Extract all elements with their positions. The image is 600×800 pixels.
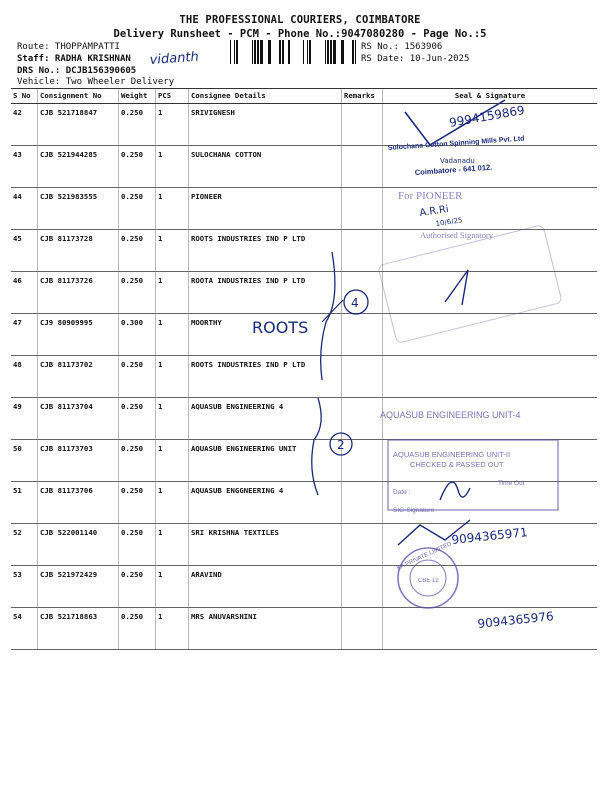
weight-cell: 0.250 [119,398,156,440]
barcode-bar [234,40,235,64]
pieces-cell: 1 [156,566,189,608]
serial-number-cell: 53 [11,566,38,608]
roots-count: 4 [351,296,359,310]
aquasub-time-label: Time Out [498,480,525,487]
seal-signature-cell [383,314,598,356]
remarks-cell [342,524,383,566]
barcode-bar [282,40,284,64]
weight-cell: 0.250 [119,356,156,398]
barcode-bar [303,40,304,64]
consignee-details-cell: SRIVIGNESH [189,104,342,146]
serial-number-cell: 54 [11,608,38,650]
pieces-cell: 1 [156,440,189,482]
seal-signature-cell [383,356,598,398]
column-header: Weight [119,89,156,104]
barcode-bar [268,40,271,64]
barcode-bar [325,40,326,64]
table-row [11,146,597,188]
consignment-number-cell: CJB 81173704 [38,398,119,440]
serial-number-cell: 48 [11,356,38,398]
table-row [11,608,597,650]
pieces-cell: 1 [156,314,189,356]
remarks-cell [342,188,383,230]
consignee-details-cell: SULOCHANA COTTON [189,146,342,188]
route-label: Route: THOPPAMPATTI [17,42,120,52]
serial-number-cell: 45 [11,230,38,272]
consignment-number-cell: CJB 81173706 [38,482,119,524]
table-header-row [11,89,597,104]
weight-cell: 0.250 [119,608,156,650]
handwritten-phone: 9094365976 [476,609,555,631]
barcode-bar [288,40,290,64]
barcode-bar [230,40,231,64]
barcode-bar [236,40,238,64]
consignment-number-cell: CJB 521983555 [38,188,119,230]
serial-number-cell: 44 [11,188,38,230]
remarks-cell [342,566,383,608]
aquasub-stamp-checked: CHECKED & PASSED OUT [410,460,504,469]
serial-number-cell: 47 [11,314,38,356]
pieces-cell: 1 [156,398,189,440]
weight-cell: 0.250 [119,146,156,188]
barcode-bar [327,40,329,64]
barcode-bar [309,40,311,64]
aquasub-stamp-heading: AQUASUB ENGINEERING UNIT-II [393,450,511,459]
remarks-cell [342,608,383,650]
pieces-cell: 1 [156,356,189,398]
barcode-bar [333,40,336,64]
remarks-cell [342,314,383,356]
table-row [11,566,597,608]
consignment-number-cell: CJB 521972429 [38,566,119,608]
consignee-details-cell: SRI KRISHNA TEXTILES [189,524,342,566]
remarks-cell [342,356,383,398]
consignee-details-cell: PIONEER [189,188,342,230]
remarks-cell [342,482,383,524]
weight-cell: 0.250 [119,104,156,146]
serial-number-cell: 42 [11,104,38,146]
consignment-number-cell: CJB 81173728 [38,230,119,272]
rs-number: RS No.: 1563906 [361,42,443,52]
handwritten-name: Vadanadu [440,157,475,165]
serial-number-cell: 49 [11,398,38,440]
pieces-cell: 1 [156,482,189,524]
weight-cell: 0.250 [119,440,156,482]
remarks-cell [342,398,383,440]
roots-note: ROOTS [252,318,309,337]
remarks-cell [342,272,383,314]
consignee-details-cell: ARAVIND [189,566,342,608]
weight-cell: 0.250 [119,524,156,566]
pieces-cell: 1 [156,524,189,566]
consignee-details-cell: ROOTS INDUSTRIES IND P LTD [189,230,342,272]
column-header: PCS [156,89,189,104]
runsheet-table [11,88,597,650]
staff-signature: vidanth [149,49,200,68]
table-row [11,188,597,230]
table-row [11,230,597,272]
barcode-bar [307,40,308,64]
vehicle-label: Vehicle: Two Wheeler Delivery [17,77,175,87]
staff-label: Staff: RADHA KRISHNAN [17,54,131,64]
column-header: Consignee Details [189,89,342,104]
column-header: S No [11,89,38,104]
weight-cell: 0.250 [119,188,156,230]
consignment-number-cell: CJB 81173702 [38,356,119,398]
consignee-details-cell: AQUASUB ENGINEERING 4 [189,398,342,440]
barcode-bar [279,40,281,64]
authorised-signatory: Authorised Signatory [420,230,493,240]
consignment-number-cell: CJB 521718847 [38,104,119,146]
seal-signature-cell [383,398,598,440]
weight-cell: 0.250 [119,482,156,524]
seal-signature-cell [383,482,598,524]
table-row [11,398,597,440]
seal-signature-cell [383,230,598,272]
seal-signature-cell [383,524,598,566]
table-row [11,356,597,398]
remarks-cell [342,146,383,188]
seal-signature-cell [383,440,598,482]
consignment-number-cell: CJB 522001140 [38,524,119,566]
table-row [11,314,597,356]
consignment-number-cell: CJB 521718863 [38,608,119,650]
barcode-bar [260,40,263,64]
seal-signature-cell [383,104,598,146]
consignee-details-cell: MOORTHY [189,314,342,356]
aquasub-stamp: AQUASUB ENGINEERING UNIT-4 [380,410,521,420]
consignment-number-cell: CJB 81173703 [38,440,119,482]
seal-signature-cell [383,608,598,650]
serial-number-cell: 52 [11,524,38,566]
table-row [11,524,597,566]
seal-signature-cell [383,188,598,230]
drs-number: DRS No.: DCJB156390605 [17,66,137,76]
barcode-bar [330,40,332,64]
table-row [11,482,597,524]
table-row [11,440,597,482]
round-stamp-inner-text: CBE 12 [418,578,439,584]
round-stamp-text: KA PRIVATE LIMITED [396,541,453,572]
consignee-details-cell: MRS ANUVARSHINI [189,608,342,650]
rs-date: RS Date: 10-Jun-2025 [361,54,470,64]
table-row [11,272,597,314]
barcode-graphic [228,40,356,64]
serial-number-cell: 51 [11,482,38,524]
pieces-cell: 1 [156,104,189,146]
remarks-cell [342,104,383,146]
consignee-details-cell: ROOTA INDUSTRIES IND P LTD [189,272,342,314]
serial-number-cell: 46 [11,272,38,314]
barcode-bar [352,40,354,64]
document-title: THE PROFESSIONAL COURIERS, COIMBATORE [179,14,421,26]
pieces-cell: 1 [156,230,189,272]
handwritten-phone: 9994159869 [448,102,526,130]
seal-signature-cell [383,146,598,188]
serial-number-cell: 50 [11,440,38,482]
consignee-details-cell: AQUASUB ENGINEERING UNIT [189,440,342,482]
company-stamp-address: Coimbatore - 641 012. [414,162,493,177]
aquasub-sig-label: SIG-Signature [393,507,435,514]
weight-cell: 0.250 [119,272,156,314]
barcode-bar [341,40,344,64]
weight-cell: 0.250 [119,230,156,272]
aquasub-count: 2 [337,438,345,452]
column-header: Consignment No [38,89,119,104]
weight-cell: 0.250 [119,566,156,608]
document-subtitle: Delivery Runsheet - PCM - Phone No.:9047080280 - Page No.:5 [113,28,487,40]
pioneer-stamp: For PIONEER [398,190,463,202]
pieces-cell: 1 [156,146,189,188]
barcode-bar [254,40,256,64]
barcode-bar [257,40,259,64]
column-header: Seal & Signature [383,89,598,104]
pioneer-date: 10/6/25 [435,216,464,228]
pieces-cell: 1 [156,188,189,230]
remarks-cell [342,230,383,272]
consignee-details-cell: ROOTS INDUSTRIES IND P LTD [189,356,342,398]
consignee-details-cell: AQUASUB ENGGNEERING 4 [189,482,342,524]
weight-cell: 0.300 [119,314,156,356]
consignment-number-cell: CJB 81173726 [38,272,119,314]
handwritten-phone: 9094365971 [450,525,529,547]
company-stamp: Sulochana Cotton Spinning Mills Pvt. Ltd [387,135,525,152]
seal-signature-cell [383,566,598,608]
barcode-bar [252,40,253,64]
aquasub-date-label: Date : [393,489,411,496]
remarks-cell [342,440,383,482]
pioneer-signature: A.R.Ri [418,203,450,219]
seal-signature-cell [383,272,598,314]
barcode-bar [355,40,356,64]
pieces-cell: 1 [156,608,189,650]
pieces-cell: 1 [156,272,189,314]
table-row [11,104,597,146]
consignment-number-cell: CJ9 80909995 [38,314,119,356]
column-header: Remarks [342,89,383,104]
serial-number-cell: 43 [11,146,38,188]
consignment-number-cell: CJB 521944285 [38,146,119,188]
